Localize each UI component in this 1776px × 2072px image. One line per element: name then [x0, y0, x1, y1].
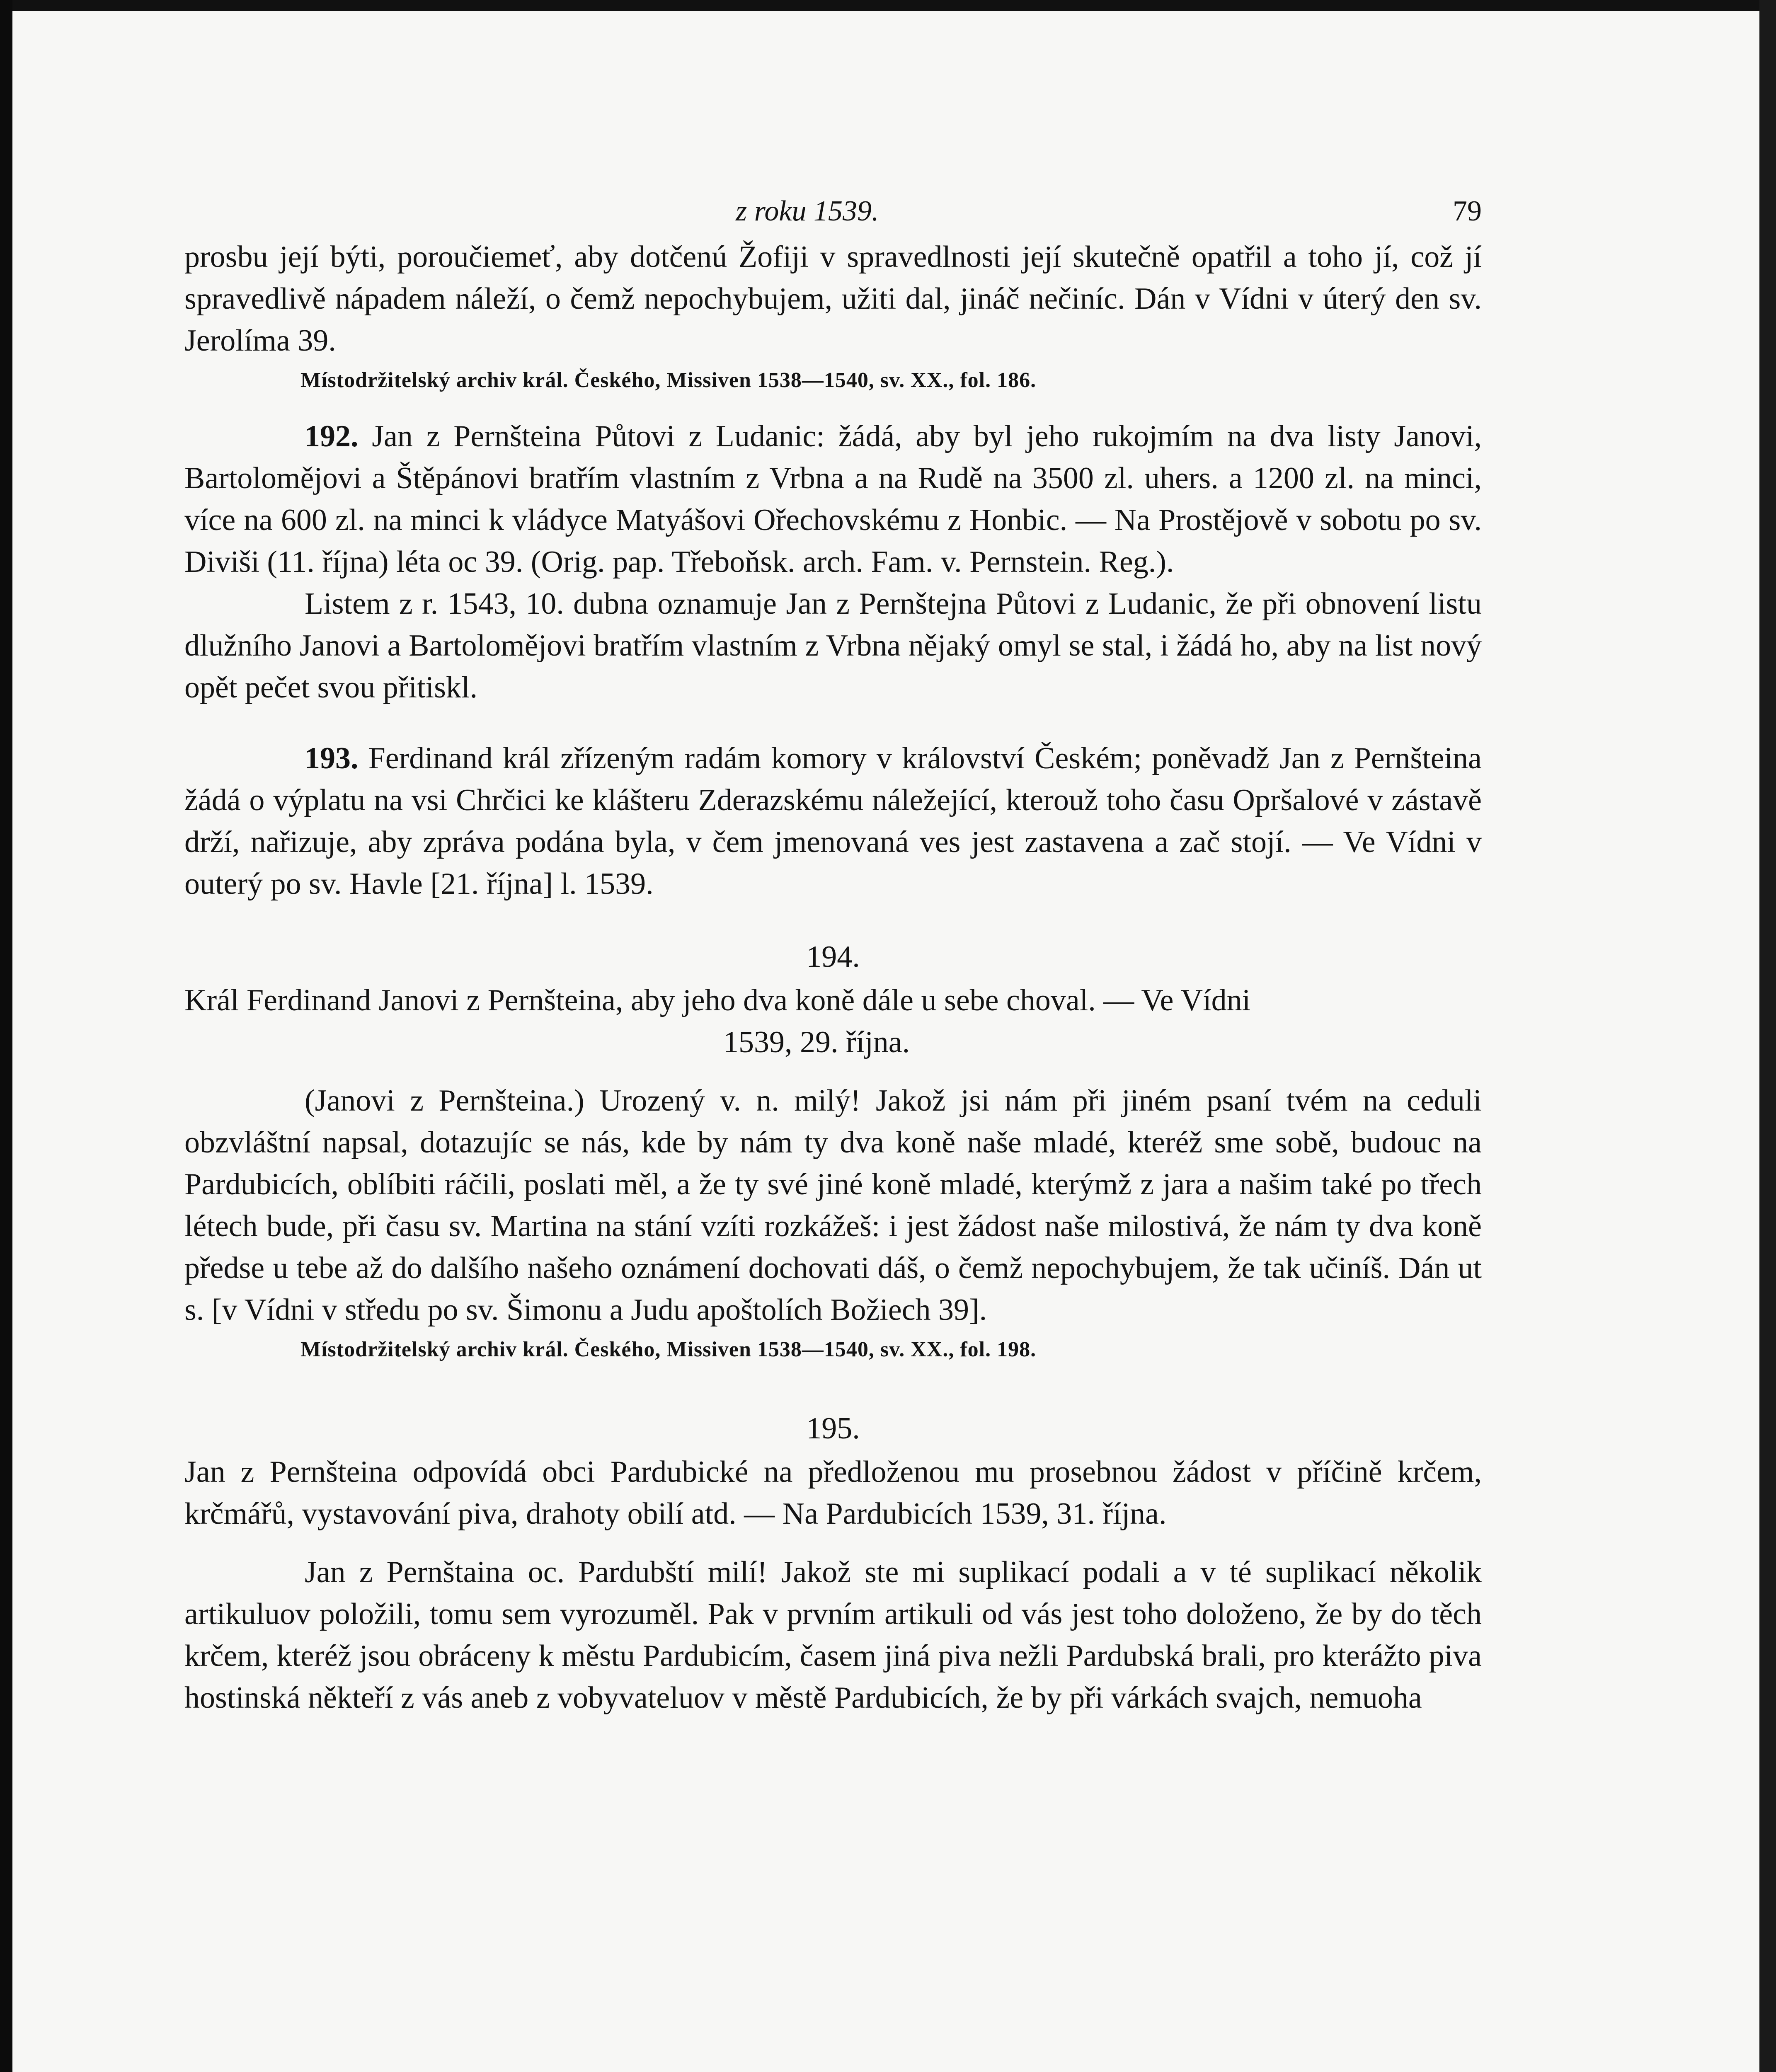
entry-194-regest-date: 1539, 29. října. — [723, 1025, 910, 1059]
entry-195-text: Jan z Pernštaina oc. Pardubští milí! Jakož ste mi suplikací podali a v té suplikací několik artikuluov položili, tomu sem vyrozuměl. Pak v prvním artikuli od vás jest toho doloženo, že by do těch krčem, kteréž jsou obráceny k městu Pardubicím, časem jiná piva nežli Pardubská brali, pro kterážto piva hostinská někteří z vás aneb z vobyvateluov v městě Pardubicích, že by při várkách svajch, nemuoha — [184, 1555, 1482, 1715]
entry-193-paragraph — [184, 738, 1482, 905]
spacer — [184, 905, 1482, 934]
entry-193-text: Ferdinand král zřízeným radám komory v království Českém; poněvadž Jan z Pernšteina žádá o výplatu na vsi Chrčici ke klášteru Zderazskému náležející, kterouž toho času Opršalové v zástavě drží, nařizuje, aby zpráva podána byla, v čem jmenovaná ves jest zastavena a zač stojí. — Ve Vídni v outerý po sv. Havle [21. října] l. 1539. — [184, 741, 1482, 901]
entry-195-regest: Jan z Pernšteina odpovídá obci Pardubické na předloženou mu prosebnou žádost v příčině krčem, krčmářů, vystavování piva, drahoty obilí atd. — Na Pardubicích 1539, 31. října. — [184, 1455, 1482, 1531]
entry-194-number: 194. — [806, 940, 860, 974]
book-page — [184, 195, 1482, 1719]
entry-193-number: 193. — [305, 741, 359, 775]
entry-194-regest: Král Ferdinand Janovi z Pernšteina, aby jeho dva koně dále u sebe choval. — Ve Vídni — [184, 983, 1251, 1017]
entry-192-text: Jan z Pernšteina Půtovi z Ludanic: žádá, aby byl jeho rukojmím na dva listy Janovi, Bartolomějovi a Štěpánovi bratřím vlastním z Vrbna a na Rudě na 3500 zl. uhers. a 1200 zl. na minci, více na 600 zl. na minci k vládyce Matyášovi Ořechovskému z Honbic. — Na Prostějově v sobotu po sv. Diviši (11. října) léta oc 39. (Orig. pap. Třeboňsk. arch. Fam. v. Pernstein. Reg.). — [184, 419, 1482, 579]
spacer — [184, 1368, 1482, 1406]
page-number: 79 — [1453, 195, 1482, 227]
archive-source-note: Místodržitelský archiv král. Českého, Missiven 1538—1540, sv. XX., fol. 186. — [300, 368, 1037, 392]
spacer — [184, 1535, 1482, 1552]
spacer — [184, 709, 1482, 738]
continuation-paragraph: prosbu její býti, poroučiemeť, aby dotčenú Žofiji v spravedlnosti její skutečně opatřil a toho jí, což jí spravedlivě nápadem náleží, o čemž nepochybujem, užiti dal, jináč nečiníc. Dán v Vídni v úterý den sv. Jerolíma 39. — [184, 240, 1482, 358]
entry-192-number: 192. — [305, 419, 359, 453]
spacer — [184, 1063, 1482, 1080]
entry-192-paragraph — [184, 416, 1482, 583]
entry-195-number: 195. — [806, 1411, 860, 1445]
spacer — [184, 399, 1482, 416]
running-head-title: z roku 1539. — [736, 195, 879, 227]
scan-border-right — [1759, 0, 1776, 2072]
scan-border-top — [0, 0, 1776, 11]
running-head — [184, 195, 1482, 236]
entry-192-note: Listem z r. 1543, 10. dubna oznamuje Jan z Pernštejna Půtovi z Ludanic, že při obnovení listu dlužního Janovi a Bartolomějovi bratřím vlastním z Vrbna nějaký omyl se stal, i žádá ho, aby na list nový opět pečet svou přitiskl. — [184, 587, 1482, 704]
entry-194-text: (Janovi z Pernšteina.) Urozený v. n. milý! Jakož jsi nám při jiném psaní tvém na ceduli obzvláštní napsal, dotazujíc se nás, kde by nám ty dva koně naše mladé, kteréž sme sobě, budouc na Pardubicích, oblíbiti ráčili, poslati měl, a že ty své jiné koně mladé, kterýmž z jara a našim také po třech létech bude, při času sv. Martina na stání vzíti rozkážeš: i jest žádost naše milostivá, že nám ty dva koně předse u tebe až do dalšího našeho oznámení dochovati dáš, o čemž nepochybujem, že tak učiníš. Dán ut s. [v Vídni v středu po sv. Šimonu a Judu apoštolích Božiech 39]. — [184, 1084, 1482, 1327]
entry-194-source-note: Místodržitelský archiv král. Českého, Missiven 1538—1540, sv. XX., fol. 198. — [300, 1338, 1037, 1361]
scan-border-left — [0, 0, 12, 2072]
